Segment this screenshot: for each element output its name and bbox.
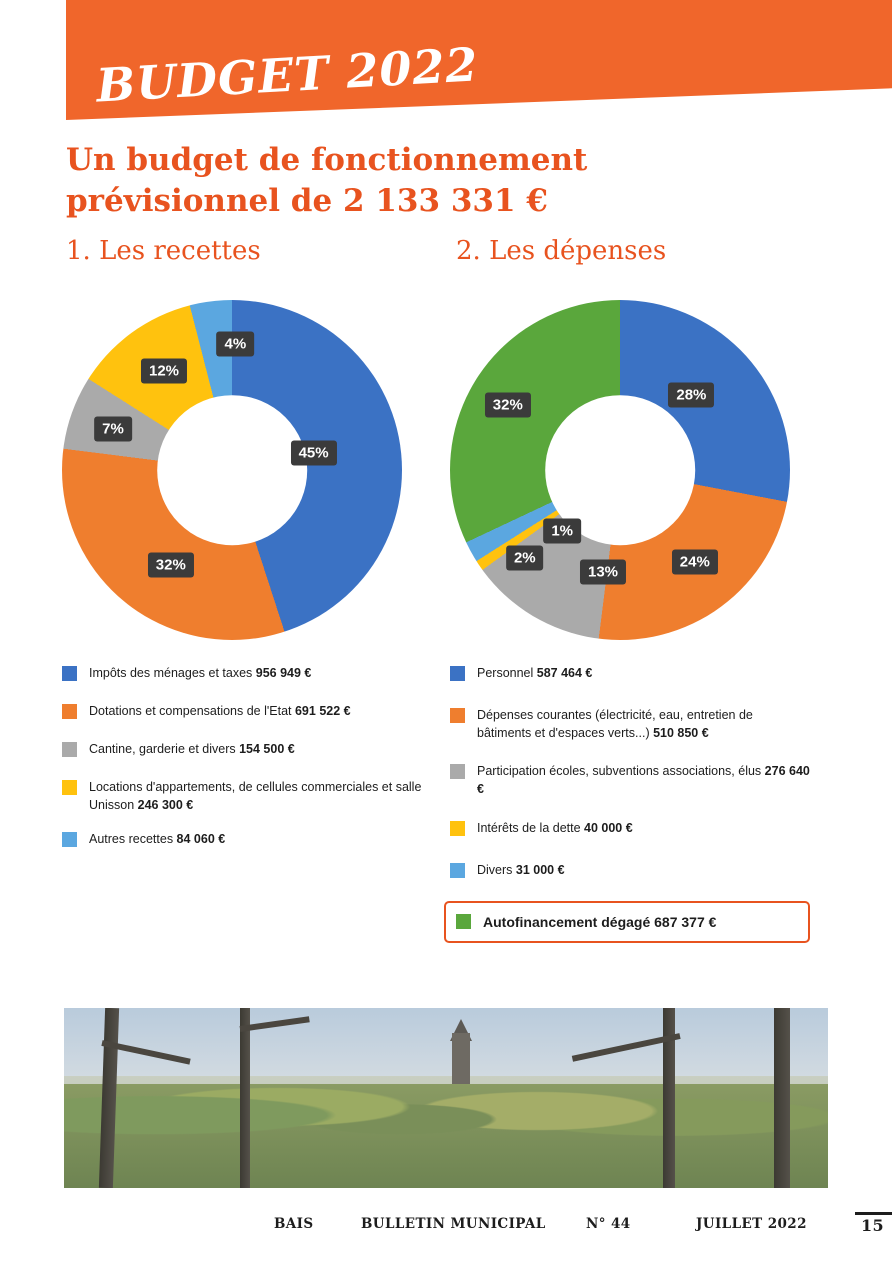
photo-treeline [64,1084,828,1188]
legend-depenses [450,664,810,963]
legend-swatch [62,742,77,757]
legend-recettes [62,664,422,868]
legend-swatch [62,704,77,719]
legend-item [62,778,422,814]
legend-label: Autofinancement dégagé 687 377 € [483,913,717,930]
legend-item [450,762,810,798]
page-title: BUDGET 2022 [94,37,480,113]
legend-swatch [450,708,465,723]
footer-publication: BULLETIN MUNICIPAL [361,1216,546,1232]
chart-recettes [62,300,402,640]
legend-swatch [450,821,465,836]
legend-label: Dépenses courantes (électricité, eau, entretien de bâtiments et d'espaces verts...) 510 850 € [477,708,753,741]
village-photo [64,1008,828,1188]
main-heading-line1: Un budget de fonctionnement [66,142,588,178]
chart-depenses [450,300,790,640]
legend-swatch [456,914,471,929]
slice-label-0: 45% [291,441,337,466]
legend-label: Autres recettes 84 060 € [89,832,226,847]
footer-date: JUILLET 2022 [696,1216,807,1232]
section-heading-recettes: 1. Les recettes [66,236,261,266]
legend-item-highlighted [444,901,810,943]
footer-issue: N° 44 [586,1216,631,1232]
slice-label-2: 13% [580,560,626,585]
slice-label-1: 24% [672,549,718,574]
tree-trunk [240,1008,250,1188]
main-heading-line2: prévisionnel de 2 133 331 € [66,182,548,219]
legend-label: Cantine, garderie et divers 154 500 € [89,742,295,756]
donut-hole [157,395,307,545]
legend-item [450,664,810,686]
main-heading [66,140,766,222]
legend-label: Impôts des ménages et taxes 956 949 € [89,666,312,680]
legend-swatch [450,863,465,878]
legend-swatch [62,832,77,847]
slice-label-4: 2% [506,546,544,571]
slice-label-0: 28% [668,383,714,408]
legend-label: Locations d'appartements, de cellules commerciales et salle Unisson 246 300 € [89,780,422,813]
legend-item [450,861,810,883]
slice-label-1: 32% [148,553,194,578]
legend-item [450,706,810,742]
legend-swatch [62,780,77,795]
legend-label: Divers 31 000 € [477,862,565,877]
legend-swatch [450,666,465,681]
slice-label-3: 12% [141,359,187,384]
legend-swatch [450,764,465,779]
footer-rule [855,1212,892,1215]
legend-label: Participation écoles, subventions associations, élus 276 640 € [477,764,810,797]
legend-item [62,702,422,724]
tree-trunk [774,1008,790,1188]
legend-item [62,740,422,762]
legend-label: Dotations et compensations de l'Etat 691 522 € [89,704,351,718]
slice-label-3: 1% [543,519,581,544]
footer-page-number: 15 [861,1216,885,1235]
footer-commune: BAIS [274,1216,314,1232]
slice-label-4: 4% [217,332,255,357]
legend-label: Personnel 587 464 € [477,666,593,680]
legend-item [450,819,810,841]
donut-depenses [450,300,790,640]
slice-label-2: 7% [94,417,132,442]
legend-item [62,664,422,686]
legend-swatch [62,666,77,681]
section-heading-depenses: 2. Les dépenses [456,236,667,266]
legend-label: Intérêts de la dette 40 000 € [477,820,633,835]
slice-label-5: 32% [485,393,531,418]
legend-item [62,830,422,852]
